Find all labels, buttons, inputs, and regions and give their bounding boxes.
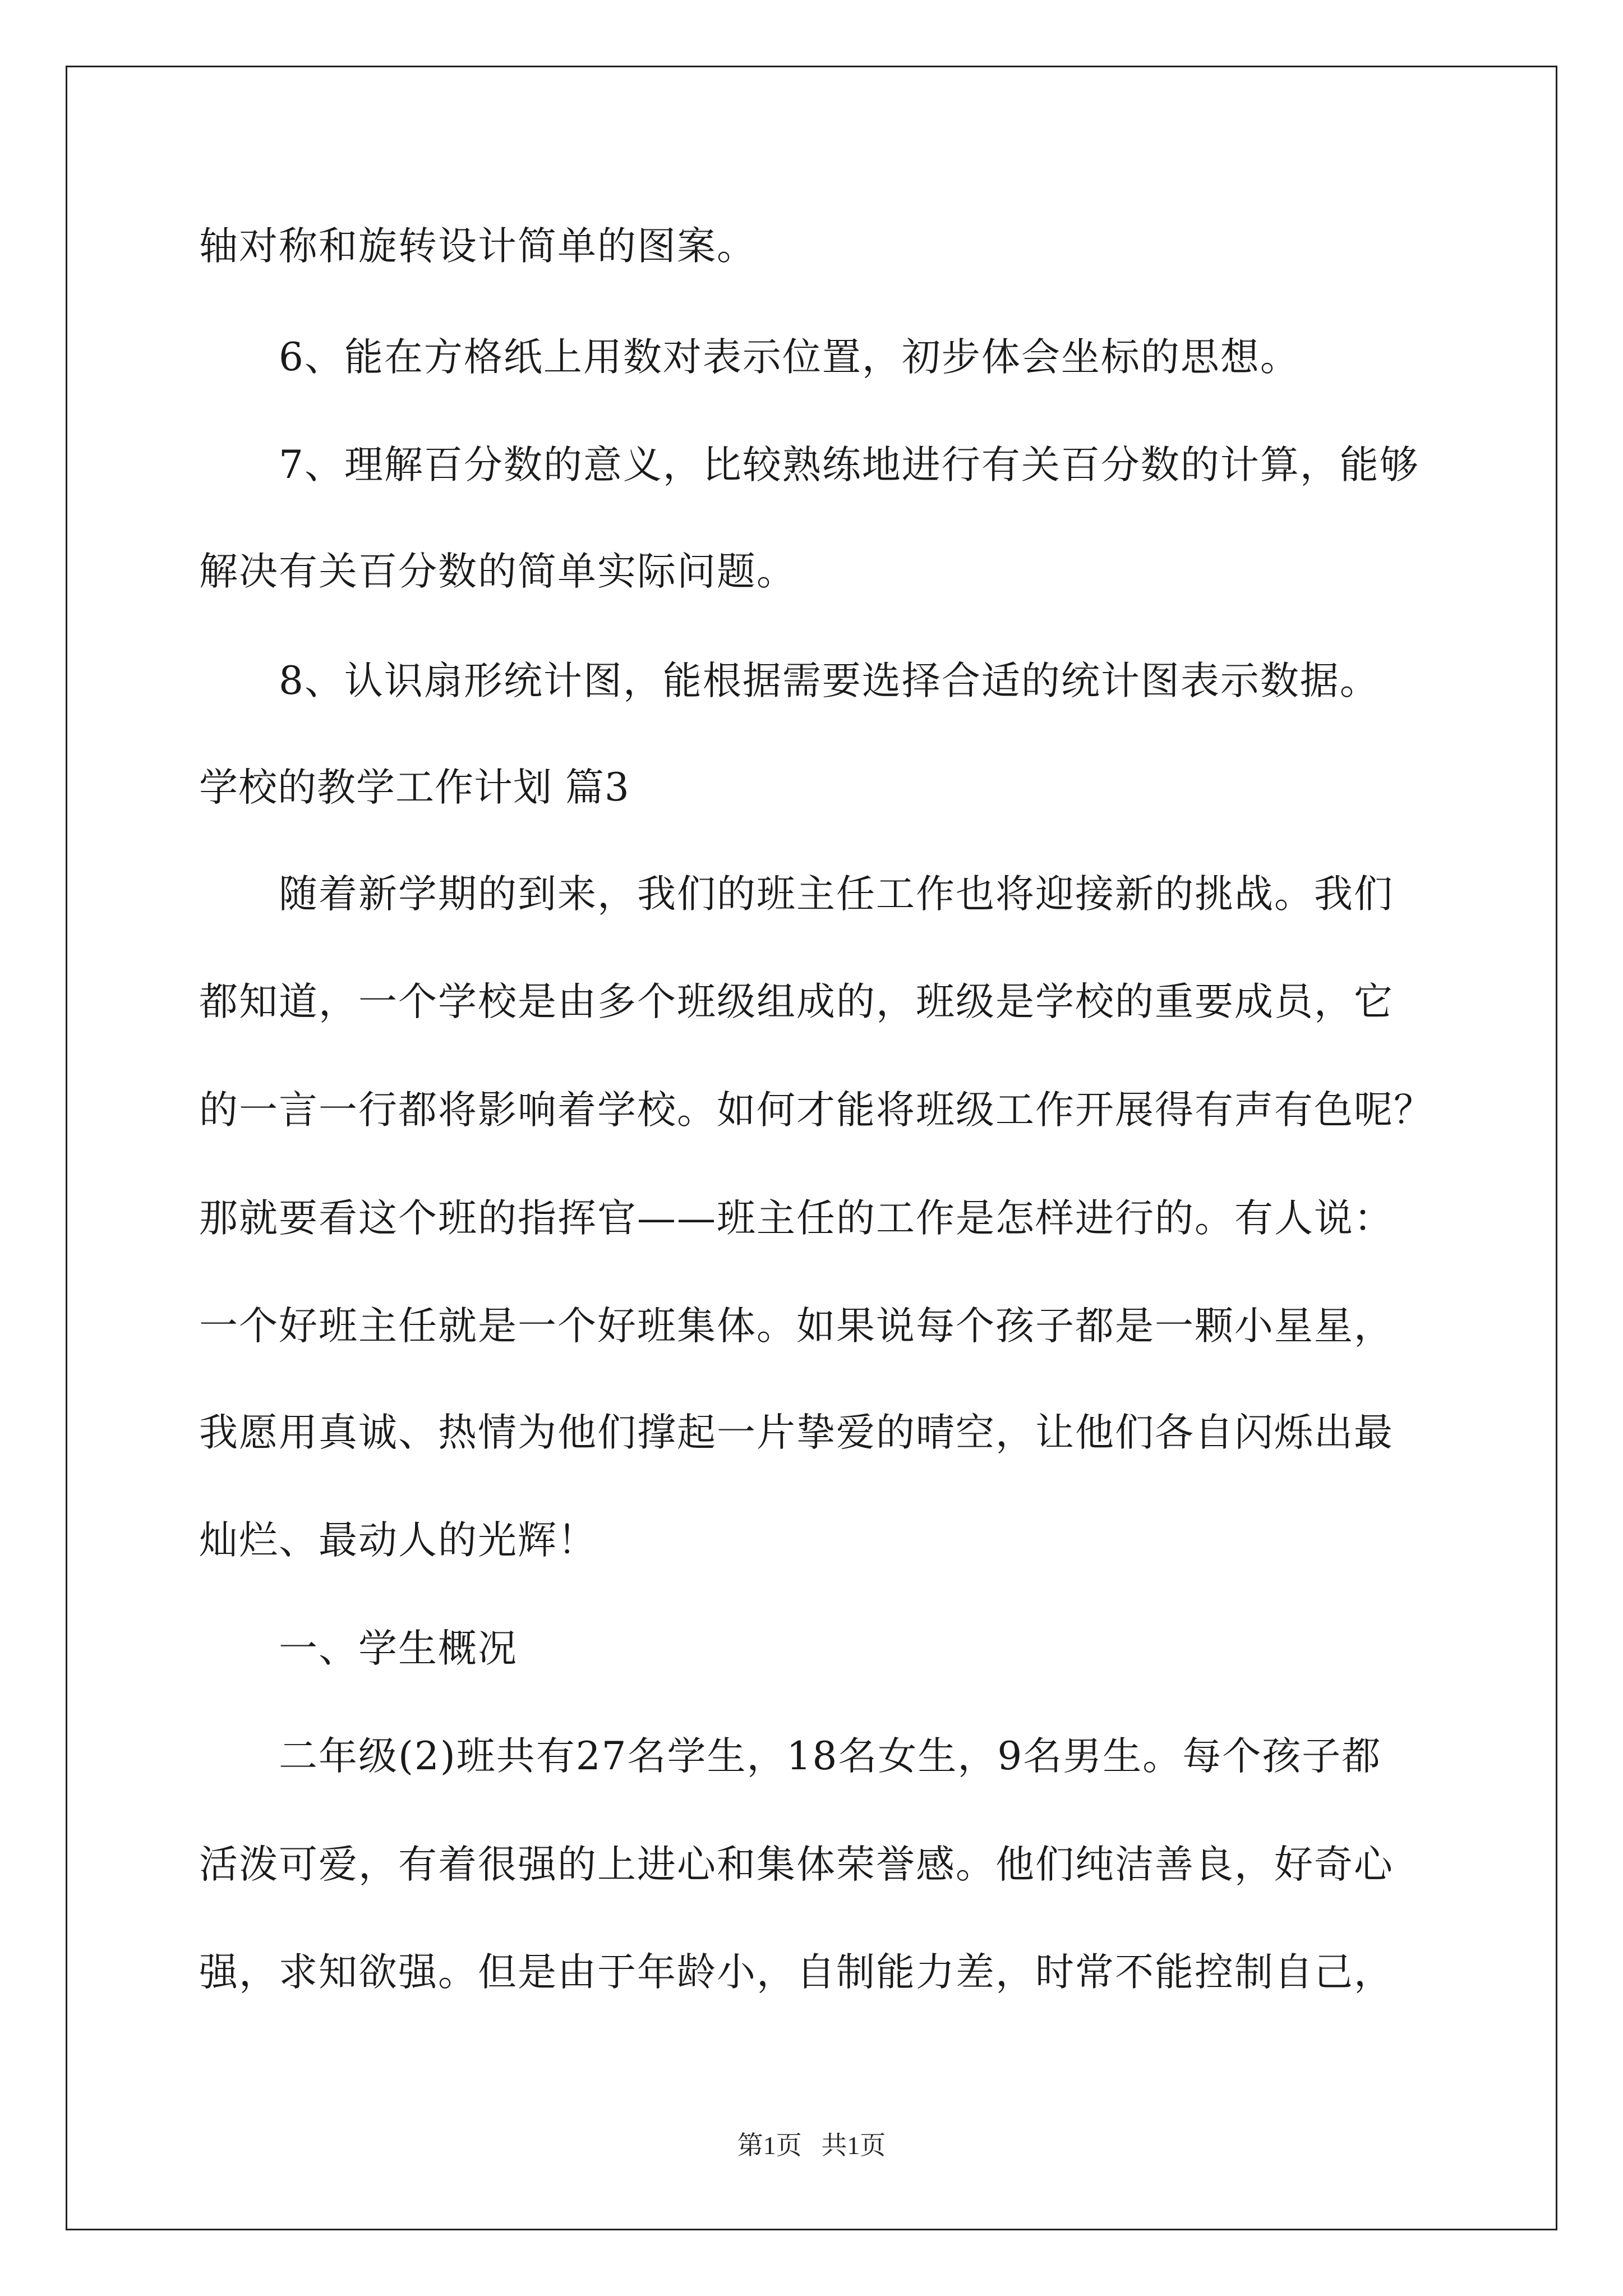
paragraph-line: 解决有关百分数的简单实际问题。 <box>199 549 796 594</box>
paragraph-line: 强，求知欲强。但是由于年龄小，自制能力差，时常不能控制自己， <box>199 1950 1394 1995</box>
paragraph-line: 都知道，一个学校是由多个班级组成的，班级是学校的重要成员，它 <box>199 979 1394 1024</box>
paragraph-line: 灿烂、最动人的光辉！ <box>199 1518 597 1563</box>
paragraph-line: 二年级(2)班共有27名学生，18名女生，9名男生。每个孩子都 <box>279 1734 1382 1779</box>
page-border <box>66 66 1557 2230</box>
paragraph-line: 随着新学期的到来，我们的班主任工作也将迎接新的挑战。我们 <box>279 872 1394 917</box>
paragraph-line: 7、理解百分数的意义，比较熟练地进行有关百分数的计算，能够 <box>279 443 1419 487</box>
paragraph-line: 那就要看这个班的指挥官——班主任的工作是怎样进行的。有人说： <box>199 1196 1394 1241</box>
paragraph-line: 8、认识扇形统计图，能根据需要选择合适的统计图表示数据。 <box>279 659 1380 703</box>
paragraph-line: 6、能在方格纸上用数对表示位置，初步体会坐标的思想。 <box>279 335 1300 380</box>
paragraph-line: 活泼可爱，有着很强的上进心和集体荣誉感。他们纯洁善良，好奇心 <box>199 1842 1394 1887</box>
paragraph-line: 我愿用真诚、热情为他们撑起一片挚爱的晴空，让他们各自闪烁出最 <box>199 1410 1394 1455</box>
page-footer: 第1页 共1页 <box>737 2131 886 2160</box>
subsection-heading: 一、学生概况 <box>279 1626 518 1671</box>
paragraph-line: 一个好班主任就是一个好班集体。如果说每个孩子都是一颗小星星， <box>199 1304 1394 1349</box>
section-heading: 学校的教学工作计划 篇3 <box>199 765 630 810</box>
paragraph-line: 的一言一行都将影响着学校。如何才能将班级工作开展得有声有色呢？ <box>199 1088 1433 1133</box>
paragraph-line: 轴对称和旋转设计简单的图案。 <box>199 224 757 269</box>
